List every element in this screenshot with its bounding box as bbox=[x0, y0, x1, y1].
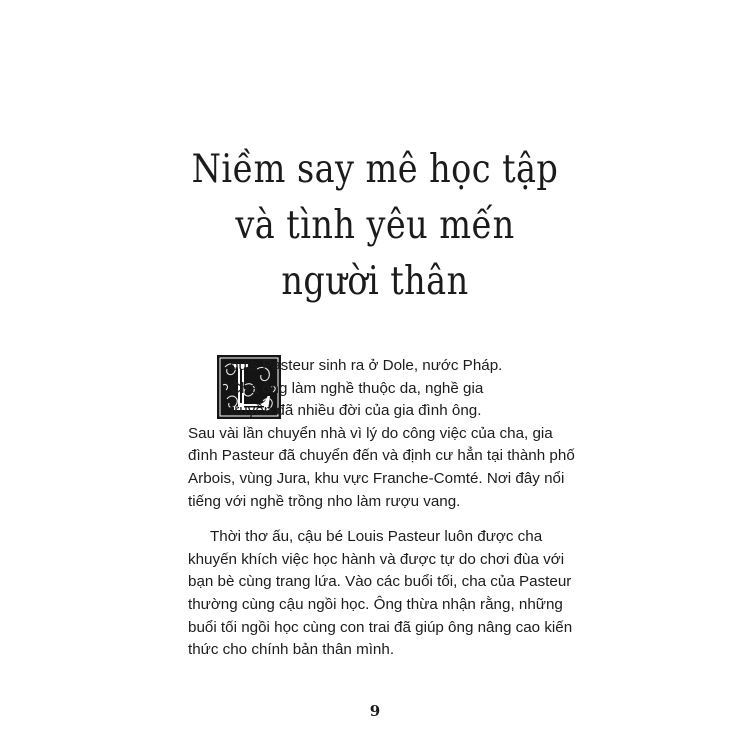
text-line: thức cho chính bản thân mình. bbox=[188, 641, 395, 659]
paragraph bbox=[188, 355, 575, 513]
body-text bbox=[188, 355, 575, 662]
text-line: tiếng với nghề trồng nho làm rượu vang. bbox=[188, 492, 461, 510]
page-number: 9 bbox=[369, 702, 381, 720]
text-line: ouis Pasteur sinh ra ở Dole, nước Pháp. bbox=[230, 357, 503, 374]
chapter-title-line: Niềm say mê học tập bbox=[191, 147, 559, 192]
text-line: Arbois, vùng Jura, khu vực Franche-Comté. Nơi đây nổi bbox=[188, 469, 565, 487]
text-line: Cha ông làm nghề thuộc da, nghề gia bbox=[230, 379, 484, 397]
text-line: thường cùng cậu ngồi học. Ông thừa nhận rằng, những bbox=[188, 595, 563, 613]
paragraph bbox=[188, 526, 573, 662]
text-line: buổi tối ngồi học cùng con trai đã giúp ông nâng cao kiến bbox=[188, 618, 573, 636]
text-line: Sau vài lần chuyển nhà vì lý do công việc của cha, gia bbox=[188, 424, 553, 442]
text-line: truyền đã nhiều đời của gia đình ông. bbox=[230, 402, 482, 420]
chapter-title bbox=[53, 142, 698, 310]
text-line: bạn bè cùng trang lứa. Vào các buổi tối, cha của Pasteur bbox=[188, 573, 572, 591]
text-line: Thời thơ ấu, cậu bé Louis Pasteur luôn được cha bbox=[210, 528, 543, 546]
chapter-title-line: và tình yêu mến bbox=[235, 203, 515, 248]
text-line: đình Pasteur đã chuyển đến và định cư hẳn tại thành phố bbox=[188, 447, 575, 465]
chapter-title-line: người thân bbox=[281, 259, 469, 304]
text-line: khuyến khích việc học hành và được tự do chơi đùa với bbox=[188, 550, 565, 568]
